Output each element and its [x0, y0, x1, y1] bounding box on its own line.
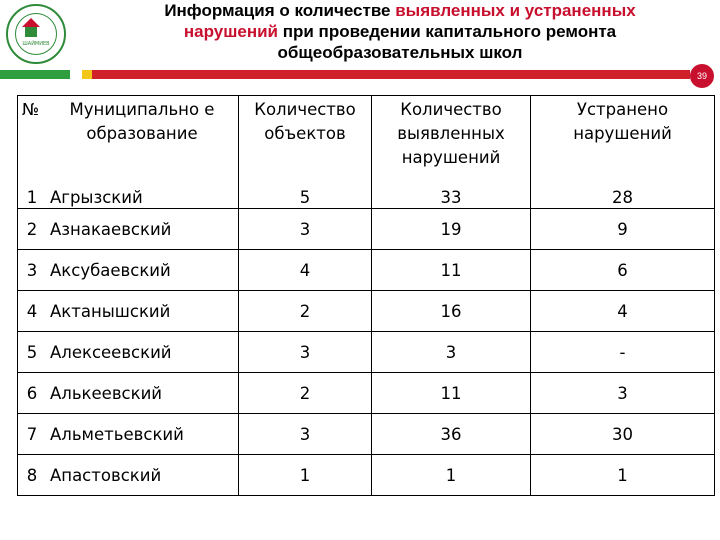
municipality-cell: Аксубаевский: [46, 250, 239, 291]
stripe-green: [0, 70, 70, 79]
objects-count-cell: 5: [239, 188, 372, 209]
fixed-count-cell: 6: [531, 250, 715, 291]
row-number-cell: 7: [18, 414, 47, 455]
fixed-count-cell: 3: [531, 373, 715, 414]
row-number-cell: 3: [18, 250, 47, 291]
row-number-cell: 2: [18, 209, 47, 250]
header-objects: Количество объектов: [239, 96, 372, 189]
objects-count-cell: 2: [239, 291, 372, 332]
stripe-white: [70, 70, 82, 79]
fixed-count-cell: 28: [531, 188, 715, 209]
objects-count-cell: 1: [239, 455, 372, 496]
stripe-red: [92, 70, 690, 79]
header-number: №: [18, 96, 47, 189]
found-count-cell: 1: [372, 455, 531, 496]
municipality-cell: Агрызский: [46, 188, 239, 209]
table-row: [18, 414, 715, 455]
page-title: [80, 0, 720, 63]
title-highlight2: нарушений: [183, 22, 278, 41]
header-municipality: Муниципально е образование: [46, 96, 239, 189]
row-number-cell: 6: [18, 373, 47, 414]
found-count-cell: 19: [372, 209, 531, 250]
fixed-count-cell: -: [531, 332, 715, 373]
found-count-cell: 3: [372, 332, 531, 373]
municipality-cell: Алексеевский: [46, 332, 239, 373]
title-highlight1: выявленных и устраненных: [395, 1, 636, 20]
logo: [6, 4, 66, 64]
title-part1: Информация о количестве: [164, 1, 396, 20]
fixed-count-cell: 9: [531, 209, 715, 250]
violations-table: [17, 95, 715, 496]
row-number-cell: 1: [18, 188, 47, 209]
header-found: Количество выявленных нарушений: [372, 96, 531, 189]
objects-count-cell: 4: [239, 250, 372, 291]
municipality-cell: Алькеевский: [46, 373, 239, 414]
title-part3: общеобразовательных школ: [277, 43, 523, 62]
row-number-cell: 8: [18, 455, 47, 496]
table-row: [18, 455, 715, 496]
row-number-cell: 5: [18, 332, 47, 373]
table-header-row: [18, 96, 715, 189]
table-row: [18, 291, 715, 332]
objects-count-cell: 3: [239, 414, 372, 455]
found-count-cell: 11: [372, 373, 531, 414]
fixed-count-cell: 30: [531, 414, 715, 455]
objects-count-cell: 2: [239, 373, 372, 414]
table-row: [18, 332, 715, 373]
color-stripe: [0, 70, 690, 79]
building-icon: [25, 27, 37, 37]
house-icon: [22, 18, 40, 27]
found-count-cell: 36: [372, 414, 531, 455]
found-count-cell: 11: [372, 250, 531, 291]
title-part2: при проведении капитального ремонта: [278, 22, 617, 41]
fixed-count-cell: 4: [531, 291, 715, 332]
table-row: [18, 209, 715, 250]
logo-caption: ШАЙМИЕВ: [22, 41, 50, 47]
table-row: [18, 373, 715, 414]
municipality-cell: Азнакаевский: [46, 209, 239, 250]
objects-count-cell: 3: [239, 209, 372, 250]
stripe-yellow: [82, 70, 92, 79]
fixed-count-cell: 1: [531, 455, 715, 496]
objects-count-cell: 3: [239, 332, 372, 373]
table-row: [18, 250, 715, 291]
row-number-cell: 4: [18, 291, 47, 332]
header-fixed: Устранено нарушений: [531, 96, 715, 189]
found-count-cell: 16: [372, 291, 531, 332]
found-count-cell: 33: [372, 188, 531, 209]
municipality-cell: Альметьевский: [46, 414, 239, 455]
municipality-cell: Апастовский: [46, 455, 239, 496]
table-row: [18, 188, 715, 209]
municipality-cell: Актанышский: [46, 291, 239, 332]
page-number: 39: [690, 64, 714, 88]
